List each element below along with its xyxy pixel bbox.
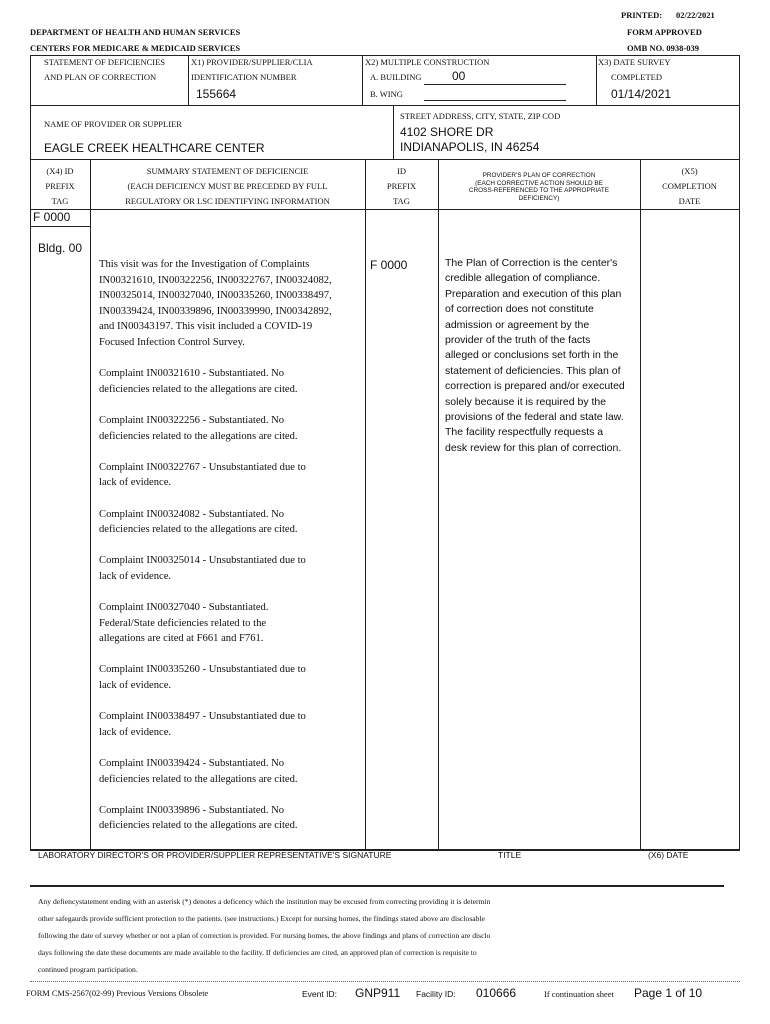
summary-paragraph: Complaint IN00325014 - Unsubstantiated due to lack of evidence. [99, 555, 306, 582]
x4-header-3: TAG [51, 196, 69, 206]
row-divider-1 [30, 105, 739, 106]
form-approved: FORM APPROVED [627, 27, 702, 37]
plan-of-correction-text: The Plan of Correction is the center's credible allegation of compliance. Preparation and execution of this plan of correction does not constitute admission or agreement by the provider of the truth of the facts alleged or conclusions set forth in the statement of deficiencies. This plan of correction is prepared and/or executed solely because it is required by the provisions of the federal and state law. The facility respectfully requests a desk review for this plan of correction. [445, 257, 625, 454]
box-divider-1 [188, 55, 189, 105]
disclaimer [38, 894, 738, 979]
provider-id-label-1: X1) PROVIDER/SUPPLIER/CLIA [191, 57, 313, 67]
facility-id-value: 010666 [476, 986, 517, 1000]
wing-label: B. WING [370, 89, 403, 99]
summary-header-2: (EACH DEFICIENCY MUST BE PRECEDED BY FULL [127, 181, 328, 191]
building-value: 00 [452, 69, 466, 83]
right-tag: F 0000 [370, 258, 408, 272]
provider-id-value: 155664 [196, 87, 237, 101]
address-line-2: INDIANAPOLIS, IN 46254 [400, 140, 540, 154]
continuation-label: If continuation sheet [544, 989, 614, 999]
box-divider-3 [596, 55, 597, 105]
summary-paragraph: Complaint IN00339896 - Substantiated. No deficiencies related to the allegations are cited. [99, 804, 298, 832]
left-tag: F 0000 [33, 210, 71, 224]
summary-paragraph: Complaint IN00338497 - Unsubstantiated due to lack of evidence. [99, 711, 306, 738]
disclaimer-line: days following the date these documents are made available to the facility. If deficiencies are cited, an approved plan of correction is requisite to [38, 947, 477, 957]
date-survey-label-2: COMPLETED [611, 72, 662, 82]
summary-header-3: REGULATORY OR LSC IDENTIFYING INFORMATION [125, 196, 330, 206]
box-divider-4 [393, 105, 394, 159]
event-id-label: Event ID: [302, 989, 337, 999]
summary-header-1: SUMMARY STATEMENT OF DEFICIENCIE [146, 166, 309, 176]
right-border [739, 55, 740, 850]
col-line-id [438, 159, 439, 850]
x5-header-3: DATE [678, 196, 701, 206]
omb-number: OMB NO. 0938-039 [627, 43, 700, 53]
summary-paragraph: Complaint IN00335260 - Unsubstantiated due to lack of evidence. [99, 664, 306, 692]
summary-paragraph: Complaint IN00339424 - Substantiated. No deficiencies related to the allegations are cited. [99, 758, 298, 785]
date-survey-label-1: X3) DATE SURVEY [598, 57, 671, 67]
disclaimer-line: following the date of survey whether or not a plan of correction is provided. For nursing homes, the above findings and plans of correction are disclo [38, 930, 491, 940]
building-tag: Bldg. 00 [38, 241, 83, 255]
plan-header-1: PROVIDER'S PLAN OF CORRECTION [482, 172, 596, 179]
disclaimer-line: continued program participation. [38, 964, 138, 974]
summary-paragraph: Complaint IN00321610 - Substantiated. No deficiencies related to the allegations are cited. [99, 368, 298, 395]
provider-id-label-2: IDENTIFICATION NUMBER [191, 72, 297, 82]
signature-label: LABORATORY DIRECTOR'S OR PROVIDER/SUPPLIER REPRESENTATIVE'S SIGNATURE [38, 850, 392, 860]
x5-header-2: COMPLETION [662, 181, 717, 191]
x6-date-label: (X6) DATE [648, 850, 689, 860]
building-label: A. BUILDING [370, 72, 422, 82]
department-title: DEPARTMENT OF HEALTH AND HUMAN SERVICES [30, 27, 241, 37]
summary-paragraph: Complaint IN00322767 - Unsubstantiated due to lack of evidence. [99, 461, 306, 489]
provider-name-value: EAGLE CREEK HEALTHCARE CENTER [44, 141, 265, 155]
printed-label: PRINTED: [621, 10, 663, 20]
plan-header-3: CROSS-REFERENCED TO THE APPROPRIATE [468, 187, 610, 195]
page-number: Page 1 of 10 [634, 986, 703, 1000]
building-underline [424, 84, 566, 85]
x4-header-2: PREFIX [45, 181, 75, 191]
id-header-1: ID [397, 166, 406, 176]
disclaimer-line: Any defiencystatement ending with an asterisk (*) denotes a deficency which the institution may be excused from correcting providing it is determin [38, 897, 491, 906]
summary-paragraph: Complaint IN00322256 - Substantiated. No deficiencies related to the allegations are cited. [99, 414, 298, 442]
statement-label-1: STATEMENT OF DEFICIENCIES [44, 57, 166, 67]
address-label: STREET ADDRESS, CITY, STATE, ZIP COD [400, 111, 561, 121]
centers-title: CENTERS FOR MEDICARE & MEDICAID SERVICES [30, 43, 241, 53]
signature-bottom-line [30, 885, 724, 887]
provider-name-label: NAME OF PROVIDER OR SUPPLIER [44, 119, 182, 129]
x4-header-1: (X4) ID [46, 166, 74, 176]
summary-paragraph: Complaint IN00324082 - Substantiated. No deficiencies related to the allegations are cited. [99, 508, 298, 536]
summary-paragraph: Complaint IN00327040 - Substantiated. Federal/State deficiencies related to the allegations are cited at F661 and F761. [99, 602, 269, 645]
event-id-value: GNP911 [355, 986, 401, 1000]
disclaimer-bottom-line [30, 981, 740, 982]
box-divider-2 [362, 55, 363, 105]
x5-header-1: (X5) [681, 166, 698, 176]
date-survey-value: 01/14/2021 [611, 87, 672, 101]
top-border [30, 55, 739, 56]
wing-underline [424, 100, 566, 101]
address-line-1: 4102 SHORE DR [400, 125, 494, 139]
form-number: FORM CMS-2567(02-99) Previous Versions Obsolete [26, 989, 209, 998]
facility-id-label: Facility ID: [416, 989, 456, 999]
col-line-prefix [90, 159, 91, 850]
title-label: TITLE [498, 850, 522, 860]
col-line-plan [640, 159, 641, 850]
printed-date: 02/22/2021 [676, 10, 715, 20]
plan-header-4: DEFICIENCY) [518, 194, 560, 202]
statement-label-2: AND PLAN OF CORRECTION [44, 72, 157, 82]
id-header-3: TAG [393, 196, 410, 206]
id-header-2: PREFIX [386, 181, 417, 191]
summary-statement [99, 257, 369, 850]
summary-paragraph: This visit was for the Investigation of Complaints IN00321610, IN00322256, IN00322767, IN00324082, IN00325014, IN00327040, IN00335260, IN00338497, IN00339424, IN00339896, IN00339990, IN00342892, and IN00343197. This visit included a COVID-19 Focused Infection Control Survey. [99, 259, 332, 348]
plan-header [438, 172, 640, 202]
construction-label: X2) MULTIPLE CONSTRUCTION [365, 57, 490, 67]
plan-header-2: (EACH CORRECTIVE ACTION SHOULD BE [475, 179, 603, 187]
left-tag-underline [30, 226, 90, 227]
disclaimer-line: other safegaurds provide sufficient protection to the patients. (see instructions.) Except for nursing homes, the findings stated above are disclosable [38, 913, 485, 923]
header-bottom-line [30, 209, 739, 210]
row-divider-2 [30, 159, 739, 160]
